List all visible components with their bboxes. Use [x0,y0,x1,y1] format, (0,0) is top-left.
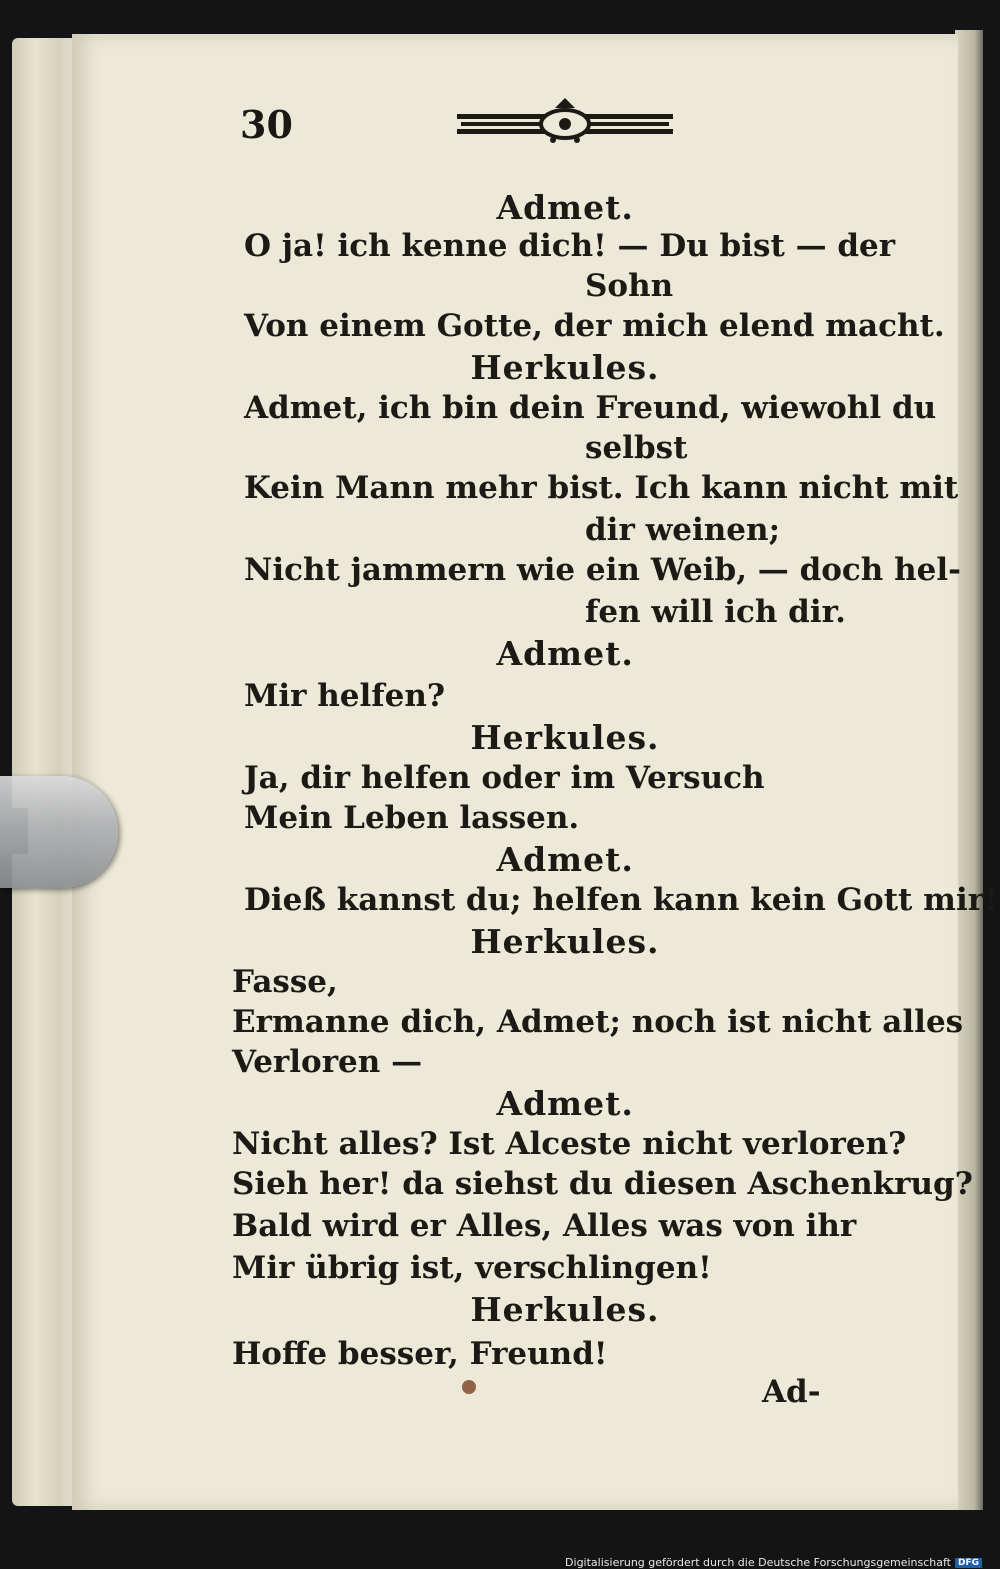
verse-line: Von einem Gotte, der mich elend macht. [244,308,945,344]
digitization-credit [565,1556,982,1569]
speaker-name: Admet. [496,634,634,673]
verse-line: Dieß kannst du; helfen kann kein Gott mir! [244,882,998,918]
verse-line: Ja, dir helfen oder im Versuch [244,760,765,796]
verse-line: Mir übrig ist, verschlingen! [232,1250,712,1286]
verse-line: Hoffe besser, Freund! [232,1336,608,1372]
credit-text: Digitalisierung gefördert durch die Deutsche Forschungsgemeinschaft [565,1556,951,1569]
verse-continuation: selbst [585,430,688,466]
verse-line: Sieh her! da siehst du diesen Aschenkrug? [232,1166,973,1202]
verse-line: Bald wird er Alles, Alles was von ihr [232,1208,857,1244]
speaker-name: Admet. [496,1084,634,1123]
ink-stain [462,1380,476,1394]
verse-line: Nicht jammern wie ein Weib, — doch hel- [244,552,962,588]
verse-line: Mir helfen? [244,678,446,714]
verse-line: Admet, ich bin dein Freund, wiewohl du [244,390,937,426]
verse-continuation: dir weinen; [585,512,781,548]
verse-line: Kein Mann mehr bist. Ich kann nicht mit [244,470,959,506]
page-number: 30 [240,102,293,147]
verse-line: Nicht alles? Ist Alceste nicht verloren? [232,1126,907,1162]
verse-line: Ermanne dich, Admet; noch ist nicht alles [232,1004,964,1040]
speaker-name: Herkules. [470,922,660,961]
speaker-name: Admet. [496,840,634,879]
speaker-name: Herkules. [470,718,660,757]
speaker-name: Herkules. [470,1290,660,1329]
speaker-name: Admet. [496,188,634,227]
verse-continuation: fen will ich dir. [585,594,846,630]
speaker-name: Herkules. [470,348,660,387]
verse-line: O ja! ich kenne dich! — Du bist — der [244,228,896,264]
verse-continuation: Sohn [585,268,674,304]
dfg-logo: DFG [955,1558,982,1568]
verse-line: Mein Leben lassen. [244,800,580,836]
verse-line: Verloren — [232,1044,423,1080]
catchword: Ad- [762,1374,821,1410]
verse-line: Fasse, [232,964,338,1000]
